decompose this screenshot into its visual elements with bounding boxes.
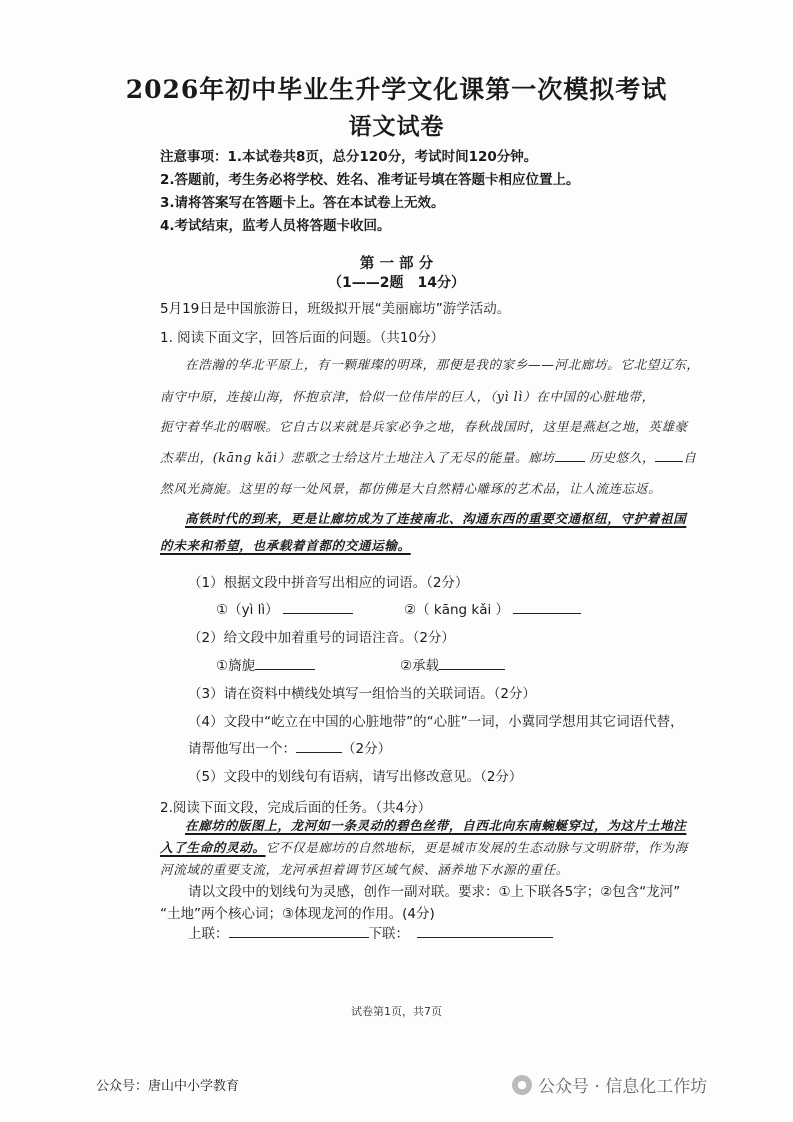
q2-text: 它不仅是廊坊的自然地标，更是城市发展的生态动脉与文明脐带，作为海 bbox=[265, 840, 688, 855]
lower-couplet-label: 下联： bbox=[368, 926, 409, 942]
upper-couplet-label: 上联： bbox=[188, 926, 229, 942]
q2-stem: 2.阅读下面文段，完成后面的任务。（共4分） bbox=[160, 800, 432, 816]
notice-line-4: 4.考试结束，监考人员将答题卡收回。 bbox=[160, 218, 391, 234]
section-range: （1——2题 14分） bbox=[328, 275, 465, 291]
notice-line-2: 2.答题前，考生务必将学校、姓名、准考证号填在答题卡相应位置上。 bbox=[160, 172, 580, 188]
sub-question-text: 请帮他写出一个： bbox=[188, 741, 296, 757]
passage-text: 杰辈出，(kāng kǎi）悲歌之士给这片土地注入了无尽的能量。廊坊 bbox=[160, 450, 555, 465]
section-title: 第 一 部 分 bbox=[359, 256, 434, 272]
answer-label: ②（ kāng kǎi ） bbox=[404, 602, 510, 618]
answer-blank[interactable] bbox=[296, 740, 342, 753]
passage-line: 然风光旖旎。这里的每一处风景，都仿佛是大自然精心雕琢的艺术品，让人流连忘返。 bbox=[160, 481, 662, 496]
answer-1b bbox=[404, 598, 581, 618]
notice-line-3: 3.请将答案写在答题卡上。答在本试卷上无效。 bbox=[160, 195, 445, 211]
upper-couplet-blank[interactable] bbox=[229, 925, 369, 938]
answer-blank[interactable] bbox=[513, 601, 581, 614]
wechat-icon: ● bbox=[512, 1075, 532, 1095]
sub-question-1: （1）根据文段中拼音写出相应的词语。（2分） bbox=[188, 575, 469, 591]
answer-2a bbox=[216, 654, 315, 674]
answer-blank[interactable] bbox=[439, 657, 505, 670]
answer-blank[interactable] bbox=[255, 657, 315, 670]
sub-question-5: （5）文段中的划线句有语病，请写出修改意见。（2分） bbox=[188, 769, 523, 785]
footer-account-name: 公众号 · 信息化工作坊 bbox=[538, 1077, 708, 1097]
q1-stem: 1. 阅读下面文字，回答后面的问题。（共10分） bbox=[160, 330, 445, 346]
fill-blank[interactable] bbox=[555, 449, 585, 462]
answer-2b bbox=[400, 654, 505, 674]
notice-line-1: 注意事项：1.本试卷共8页，总分120分，考试时间120分钟。 bbox=[160, 149, 538, 165]
passage-line-with-blanks bbox=[160, 447, 696, 466]
answer-label: ②承载 bbox=[400, 658, 440, 674]
answer-1a bbox=[216, 598, 353, 618]
q2-task-line-2: “土地”两个核心词；③体现龙河的作用。(4分) bbox=[160, 906, 435, 922]
page-subtitle: 语文试卷 bbox=[348, 113, 445, 140]
passage-line: 扼守着华北的咽喉。它自古以来就是兵家必争之地，春秋战国时，这里是燕赵之地，英雄豪 bbox=[160, 419, 688, 434]
couplet-answer-row bbox=[188, 922, 553, 942]
sub-question-3: （3）请在资料中横线处填写一组恰当的关联词语。（2分） bbox=[188, 686, 536, 702]
q2-underlined-end: 入了生命的灵动。 bbox=[160, 840, 266, 855]
lower-couplet-blank[interactable] bbox=[417, 925, 553, 938]
q2-task-line-1: 请以文段中的划线句为灵感，创作一副对联。要求：①上下联各5字；②包含“龙河” bbox=[188, 884, 681, 900]
intro-text: 5月19日是中国旅游日，班级拟开展“美丽廊坊”游学活动。 bbox=[160, 301, 511, 317]
passage-line: 南守中原，连接山海，怀抱京津，恰似一位伟岸的巨人，（yì lì）在中国的心脏地带， bbox=[160, 389, 655, 404]
answer-blank[interactable] bbox=[283, 601, 353, 614]
q2-underlined-line: 在廊坊的版图上，龙河如一条灵动的碧色丝带，自西北向东南蜿蜒穿过，为这片土地注 bbox=[185, 818, 687, 833]
answer-label: ①旖旎 bbox=[216, 658, 256, 674]
footer-account-right bbox=[512, 1072, 707, 1097]
sub-question-4-cont bbox=[188, 737, 391, 757]
q2-line-3: 河流域的重要支流，龙河承担着调节区域气候、涵养地下水源的重任。 bbox=[160, 862, 570, 877]
underlined-sentence-1: 高铁时代的到来，更是让廊坊成为了连接南北、沟通东西的重要交通枢纽，守护着祖国 bbox=[185, 511, 687, 526]
fill-blank[interactable] bbox=[655, 449, 683, 462]
page-number: 试卷第1页，共7页 bbox=[351, 1005, 442, 1018]
underlined-sentence-2: 的未来和希望，也承载着首都的交通运输。 bbox=[160, 538, 411, 553]
q2-line-2 bbox=[160, 837, 688, 856]
sub-question-2: （2）给文段中加着重号的词语注音。（2分） bbox=[188, 630, 455, 646]
score-text: （2分） bbox=[342, 741, 392, 757]
passage-text: 历史悠久， bbox=[589, 450, 656, 465]
passage-text: 自 bbox=[683, 450, 697, 465]
answer-label: ①（yì lì） bbox=[216, 602, 279, 618]
passage-line: 在浩瀚的华北平原上，有一颗璀璨的明珠，那便是我的家乡——河北廊坊。它北望辽东， bbox=[185, 357, 700, 372]
sub-question-4: （4）文段中“屹立在中国的心脏地带”的“心脏”一词，小冀同学想用其它词语代替， bbox=[188, 714, 684, 730]
page-title: 2026年初中毕业生升学文化课第一次模拟考试 bbox=[125, 75, 668, 104]
footer-account-left: 公众号：唐山中小学教育 bbox=[96, 1079, 240, 1094]
